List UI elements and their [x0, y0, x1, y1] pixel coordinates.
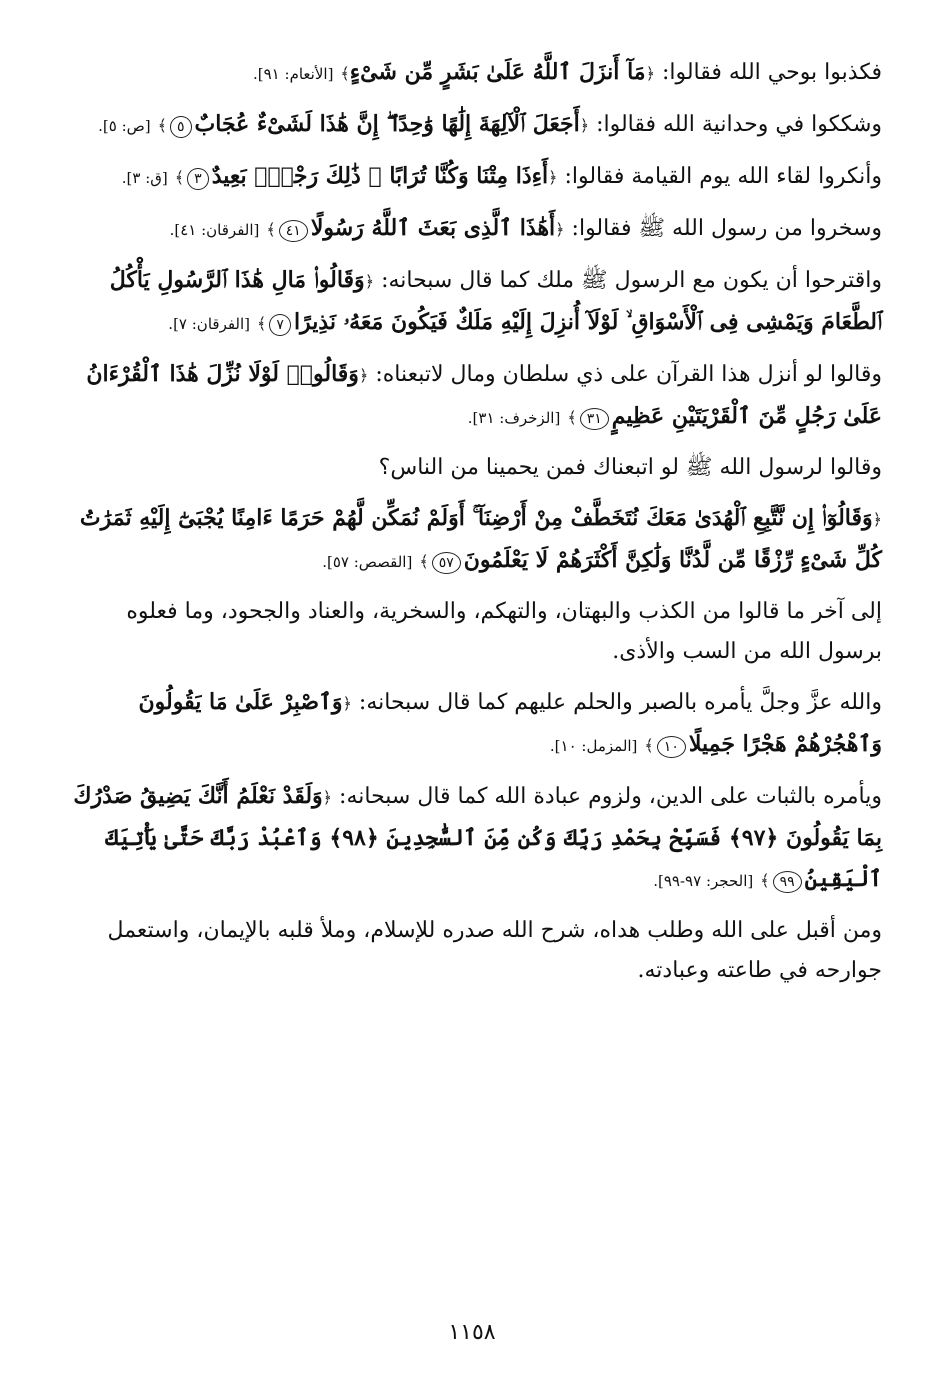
quran-open-bracket: ﴿ — [579, 116, 590, 135]
paragraph — [62, 498, 882, 582]
quran-open-bracket: ﴿ — [364, 272, 375, 291]
quran-verse: وَقَالُوا۟ مَالِ هَٰذَا ٱلرَّسُولِ يَأْكُلُ ٱلطَّعَامَ وَيَمْشِى فِى ٱلْأَسْوَاقِ ۙ لَوْلَآ أُنزِلَ إِلَيْهِ مَلَكٌ فَيَكُونَ مَعَهُۥ نَذِيرًا — [109, 267, 882, 335]
paragraph — [62, 156, 882, 198]
verse-reference: [ص: ٥]. — [98, 117, 151, 135]
paragraph — [62, 354, 882, 438]
paragraph-text: والله عزَّ وجلَّ يأمره بالصبر والحلم عليهم كما قال سبحانه: — [358, 690, 882, 715]
quran-verse: أَءِذَا مِتْنَا وَكُنَّا تُرَابًا ۖ ذَٰلِكَ رَجْعٌۢ بَعِيدٌ — [211, 163, 549, 189]
paragraph-text: وأنكروا لقاء الله يوم القيامة فقالوا: — [564, 164, 882, 189]
paragraph-text: وسخروا من رسول الله ﷺ فقالوا: — [571, 216, 882, 241]
ayah-number: ٧ — [269, 314, 291, 336]
paragraph — [62, 208, 882, 250]
quran-verse: مَآ أَنزَلَ ٱللَّهُ عَلَىٰ بَشَرٍ مِّن شَىْءٍ — [349, 59, 646, 85]
paragraph — [62, 104, 882, 146]
quran-verse: وَقَالُوا۟ لَوْلَا نُزِّلَ هَٰذَا ٱلْقُرْءَانُ عَلَىٰ رَجُلٍ مِّنَ ٱلْقَرْيَتَيْنِ عَظِيمٍ — [86, 361, 882, 429]
quran-verse: وَقَالُوٓا۟ إِن نَّتَّبِعِ ٱلْهُدَىٰ مَعَكَ نُتَخَطَّفْ مِنْ أَرْضِنَآ ۚ أَوَلَمْ نُمَكِّن لَّهُمْ حَرَمًا ءَامِنًا يُجْبَىٰٓ إِلَيْهِ ثَمَرَٰتُ كُلِّ شَىْءٍ رِّزْقًا مِّن لَّدُنَّا وَلَٰكِنَّ أَكْثَرَهُمْ لَا يَعْلَمُونَ — [79, 505, 882, 573]
ayah-number: ٤١ — [279, 220, 308, 242]
quran-close-bracket: ﴾ — [419, 552, 429, 571]
quran-open-bracket: ﴿ — [358, 366, 369, 385]
page-number: ١١٥٨ — [448, 1320, 496, 1345]
quran-close-bracket: ﴾ — [644, 736, 654, 755]
ayah-number: ٥ — [170, 116, 192, 138]
quran-open-bracket: ﴿ — [548, 168, 558, 187]
quran-verse: وَلَقَدْ نَعْلَمُ أَنَّكَ يَضِيقُ صَدْرُكَ بِمَا يَقُولُونَ ﴿٩٧﴾ فَسَبِّحْ بِحَمْدِ رَبِّكَ وَكُن مِّنَ ٱلسَّٰجِدِينَ ﴿٩٨﴾ وَٱعْبُدْ رَبَّكَ حَتَّىٰ يَأْتِيَكَ ٱلْيَقِينُ — [73, 783, 882, 892]
paragraph-text: وقالوا لو أنزل هذا القرآن على ذي سلطان ومال لاتبعناه: — [375, 362, 882, 387]
quran-close-bracket: ﴾ — [157, 116, 167, 135]
ayah-number: ٣١ — [580, 408, 609, 430]
quran-verse: وَٱصْبِرْ عَلَىٰ مَا يَقُولُونَ وَٱهْجُرْهُمْ هَجْرًا جَمِيلًا — [138, 689, 882, 757]
ayah-number: ٣ — [187, 168, 209, 190]
paragraph — [62, 592, 882, 672]
paragraph-text: وقالوا لرسول الله ﷺ لو اتبعناك فمن يحمينا من الناس؟ — [378, 455, 882, 480]
quran-verse: أَهَٰذَا ٱلَّذِى بَعَثَ ٱللَّهُ رَسُولًا — [310, 215, 556, 241]
quran-close-bracket: ﴾ — [340, 64, 350, 83]
paragraph — [62, 52, 882, 94]
paragraph-text: ويأمره بالثبات على الدين، ولزوم عبادة الله كما قال سبحانه: — [339, 784, 882, 809]
quran-open-bracket: ﴿ — [872, 510, 882, 529]
paragraph — [62, 260, 882, 344]
verse-reference: [الزخرف: ٣١]. — [467, 409, 561, 427]
quran-close-bracket: ﴾ — [567, 408, 577, 427]
quran-close-bracket: ﴾ — [174, 168, 185, 187]
paragraph-text: ومن أقبل على الله وطلب هداه، شرح الله صدره للإسلام، وملأ قلبه بالإيمان، واستعمل جوارحه في طاعته وعبادته. — [107, 918, 882, 983]
verse-reference: [الحجر: ٩٧-٩٩]. — [653, 872, 754, 890]
paragraph-text: واقترحوا أن يكون مع الرسول ﷺ ملك كما قال سبحانه: — [381, 268, 882, 293]
text-body — [62, 52, 882, 991]
paragraph — [62, 682, 882, 766]
paragraph — [62, 448, 882, 488]
paragraph — [62, 911, 882, 991]
ayah-number: ٩٩ — [773, 871, 802, 893]
verse-reference: [المزمل: ١٠]. — [549, 737, 638, 755]
paragraph-text: فكذبوا بوحي الله فقالوا: — [661, 60, 882, 85]
quran-close-bracket: ﴾ — [266, 220, 276, 239]
paragraph-text: إلى آخر ما قالوا من الكذب والبهتان، والتهكم، والسخرية، والعناد والجحود، وما فعلوه برسول الله من السب والأذى. — [126, 599, 882, 664]
quran-open-bracket: ﴿ — [322, 788, 333, 807]
quran-close-bracket: ﴾ — [760, 871, 770, 890]
ayah-number: ١٠ — [657, 736, 686, 758]
quran-open-bracket: ﴿ — [645, 64, 655, 83]
verse-reference: [ق: ٣]. — [121, 169, 168, 187]
quran-verse: أَجَعَلَ ٱلْآلِهَةَ إِلَٰهًا وَٰحِدًا ۖ إِنَّ هَٰذَا لَشَىْءٌ عُجَابٌ — [194, 111, 580, 137]
quran-open-bracket: ﴿ — [342, 694, 352, 713]
quran-open-bracket: ﴿ — [555, 220, 565, 239]
verse-reference: [القصص: ٥٧]. — [322, 553, 413, 571]
paragraph — [62, 776, 882, 901]
quran-close-bracket: ﴾ — [257, 314, 267, 333]
verse-reference: [الفرقان: ٤١]. — [169, 221, 260, 239]
book-page — [62, 52, 882, 1345]
paragraph-text: وشككوا في وحدانية الله فقالوا: — [596, 112, 882, 137]
ayah-number: ٥٧ — [432, 552, 461, 574]
verse-reference: [الأنعام: ٩١]. — [253, 65, 334, 83]
verse-reference: [الفرقان: ٧]. — [168, 315, 251, 333]
